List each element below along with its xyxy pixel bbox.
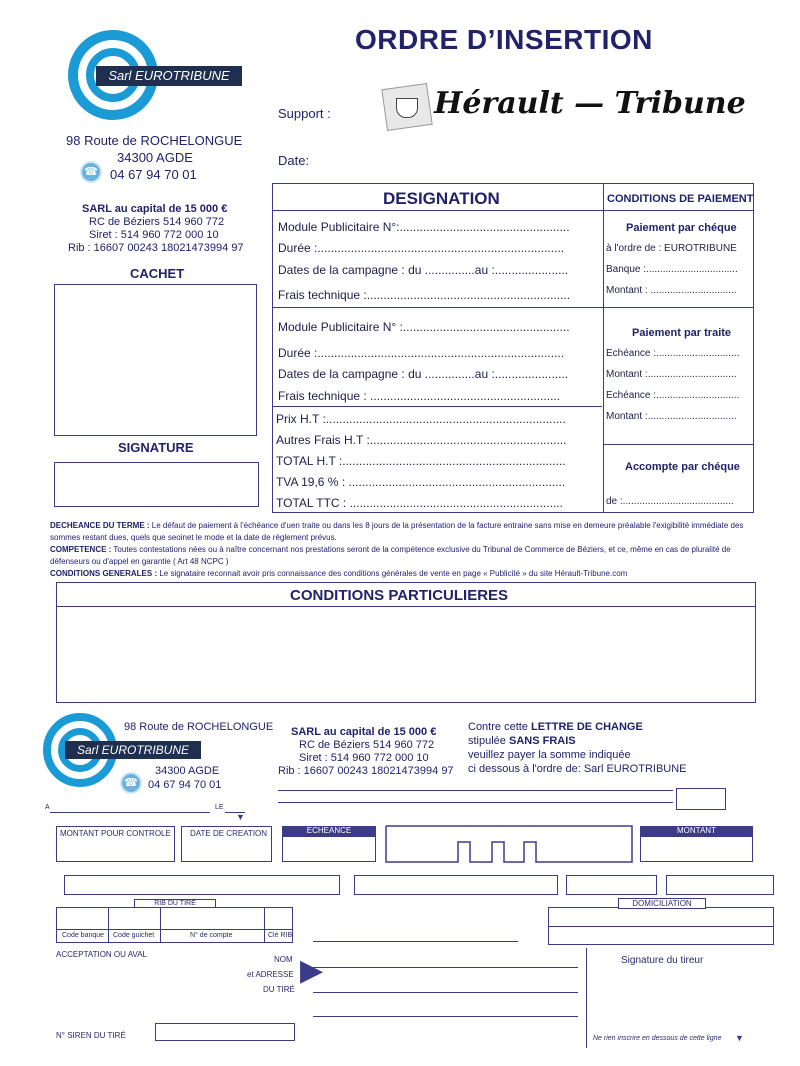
signature-tireur-label: Signature du tireur (621, 955, 704, 966)
num-compte-label: N° de compte (190, 932, 233, 939)
montant-field[interactable]: Montant :................................ (606, 411, 737, 422)
company-logo (68, 30, 248, 125)
rib-tire-tab: RIB DU TIRÉ (134, 899, 216, 908)
date-creation-label: DATE DE CREATION (190, 829, 268, 838)
small-box[interactable] (676, 788, 726, 810)
traite-rc: RC de Béziers 514 960 772 (299, 739, 435, 751)
total-row[interactable]: TVA 19,6 % : ................................................................. (276, 475, 566, 489)
lettre-de-change: LETTRE DE CHANGE (530, 721, 643, 733)
traite-logo-text: Sarl EUROTRIBUNE (65, 741, 201, 759)
logo-text: Sarl EUROTRIBUNE (96, 66, 242, 86)
lettre-line4: ci dessous à l'ordre de: Sarl EUROTRIBUNE (468, 763, 687, 775)
newspaper-name: Hérault — Tribune (434, 86, 746, 121)
designation-row[interactable]: Dates de la campagne : du ...............au :...................... (278, 367, 569, 381)
company-address-1: 98 Route de ROCHELONGUE (66, 133, 243, 148)
competence-text: Toutes contestations nées ou à naître concernant nos prestations seront de la compétence exclusive du Tribunal de Commerce de Béziers, et ce, même en cas de pluralité de défenseurs ou d'appel en garantie ( Art 48 NCPC ) (50, 545, 731, 566)
siren-box[interactable] (155, 1023, 295, 1041)
cachet-box[interactable] (54, 284, 257, 436)
page-title: ORDRE D’INSERTION (355, 24, 653, 55)
du-tire-label: DU TIRÉ (263, 985, 295, 994)
echeance-field[interactable]: Echéance :.............................. (606, 348, 740, 359)
traite-address-1: 98 Route de ROCHELONGUE (124, 721, 274, 733)
legal-decheance (50, 520, 760, 544)
montant-field[interactable]: Montant : ............................... (606, 285, 737, 296)
a-label: A (45, 804, 50, 811)
traite-address-2: 34300 AGDE (155, 765, 220, 777)
total-row[interactable]: Autres Frais H.T :........................................................... (276, 433, 567, 447)
designation-row[interactable]: Module Publicitaire N° :.................................................. (278, 320, 570, 334)
signature-box[interactable] (54, 462, 259, 507)
traite-siret: Siret : 514 960 772 000 10 (299, 752, 429, 764)
company-rc: RC de Béziers 514 960 772 (89, 216, 225, 228)
traite-rib: Rib : 16607 00243 18021473994 97 (278, 765, 454, 777)
legal-generales (50, 568, 760, 580)
nom-label: NOM (274, 955, 293, 964)
designation-row[interactable]: Frais technique :............................................................. (278, 288, 571, 302)
adresse-label: et ADRESSE (247, 970, 294, 979)
traite-title: Paiement par traite (632, 327, 732, 339)
traite-phone-icon: ☎ (120, 772, 142, 794)
code-banque-label: Code banque (62, 932, 105, 939)
designation-row[interactable]: Durée :.......................................................................... (278, 346, 565, 360)
legal-competence (50, 544, 760, 568)
ne-rien-label: Ne rien inscrire en dessous de cette ligne (593, 1035, 722, 1042)
sans-frais: SANS FRAIS (508, 735, 576, 747)
cle-rib-label: Clé RIB (268, 932, 293, 939)
montant-field[interactable]: Montant :................................ (606, 369, 737, 380)
codeline-box (384, 824, 634, 864)
acompte-title: Accompte par chéque (625, 461, 740, 473)
designation-row[interactable]: Module Publicitaire N°:................................................... (278, 220, 570, 234)
field-box[interactable] (666, 875, 774, 895)
company-capital: SARL au capital de 15 000 € (82, 203, 228, 215)
lettre-line1-text: Contre cette (468, 721, 531, 733)
lettre-line1 (468, 721, 643, 733)
designation-heading: DESIGNATION (383, 189, 500, 208)
total-row[interactable]: Prix H.T :........................................................................ (276, 412, 566, 426)
domiciliation-tab: DOMICILIATION (618, 898, 706, 909)
decheance-label: DECHEANCE DU TERME : (50, 521, 150, 530)
traite-phone: 04 67 94 70 01 (148, 779, 222, 791)
lettre-line2-text: stipulée (468, 735, 509, 747)
newspaper-logo (384, 84, 746, 132)
cheque-order: à l'ordre de : EUROTRIBUNE (606, 243, 737, 254)
total-row[interactable]: TOTAL H.T :................................................................... (276, 454, 566, 468)
le-arrow-icon: ▼ (236, 812, 245, 822)
conditions-particulieres-heading: CONDITIONS PARTICULIERES (290, 587, 509, 604)
lettre-line2 (468, 735, 576, 747)
cachet-label: CACHET (130, 266, 185, 281)
field-box[interactable] (566, 875, 657, 895)
lettre-line3: veuillez payer la somme indiquée (468, 749, 631, 761)
down-arrow-icon: ▼ (735, 1033, 744, 1043)
banque-field[interactable]: Banque :................................. (606, 264, 738, 275)
traite-capital: SARL au capital de 15 000 € (291, 726, 437, 738)
company-phone: 04 67 94 70 01 (110, 167, 197, 182)
company-rib: Rib : 16607 00243 18021473994 97 (68, 242, 244, 254)
company-siret: Siret : 514 960 772 000 10 (89, 229, 219, 241)
phone-icon: ☎ (80, 161, 102, 183)
designation-row[interactable]: Frais technique : ......................................................... (278, 389, 561, 403)
designation-row[interactable]: Dates de la campagne : du ...............au :...................... (278, 263, 569, 277)
le-label: LE (215, 804, 224, 811)
acompte-de-field[interactable]: de :........................................ (606, 496, 734, 507)
generales-text: Le signataire reconnait avoir pris connaissance des conditions générales de vente en page « Publicité » du site Hérault-Tribune.com (159, 569, 628, 578)
montant-tab: MONTANT (640, 826, 753, 837)
siren-label: N° SIREN DU TIRÉ (56, 1031, 126, 1040)
echeance-field[interactable]: Echéance :.............................. (606, 390, 740, 401)
montant-controle-label: MONTANT POUR CONTROLE (60, 829, 171, 838)
company-address-2: 34300 AGDE (117, 150, 193, 165)
code-guichet-label: Code guichet (113, 932, 155, 939)
coffee-cup-icon (396, 98, 418, 118)
field-box[interactable] (354, 875, 558, 895)
competence-label: COMPETENCE : (50, 545, 112, 554)
conditions-paiement-heading: CONDITIONS DE PAIEMENT (607, 193, 754, 205)
decheance-text: Le défaut de paiement à l'échéance d'uen traite ou dans les 8 jours de la présentation de la facture entraine sans mise en demeure préalable l'exigibilité immédiate des sommes restant dues, quels que seoinet le mode et la date de réglement prévus. (50, 521, 744, 542)
field-box[interactable] (64, 875, 340, 895)
acceptation-label: ACCEPTATION OU AVAL (56, 950, 147, 959)
date-label: Date: (278, 153, 310, 168)
generales-label: CONDITIONS GENERALES : (50, 569, 158, 578)
support-label: Support : (278, 106, 331, 121)
arrow-icon: ▶ (300, 954, 324, 987)
cheque-title: Paiement par chéque (626, 222, 737, 234)
echeance-tab: ECHEANCE (282, 826, 376, 837)
signature-label: SIGNATURE (118, 440, 194, 455)
total-row[interactable]: TOTAL TTC : ................................................................ (276, 496, 563, 510)
designation-row[interactable]: Durée :.......................................................................... (278, 241, 565, 255)
